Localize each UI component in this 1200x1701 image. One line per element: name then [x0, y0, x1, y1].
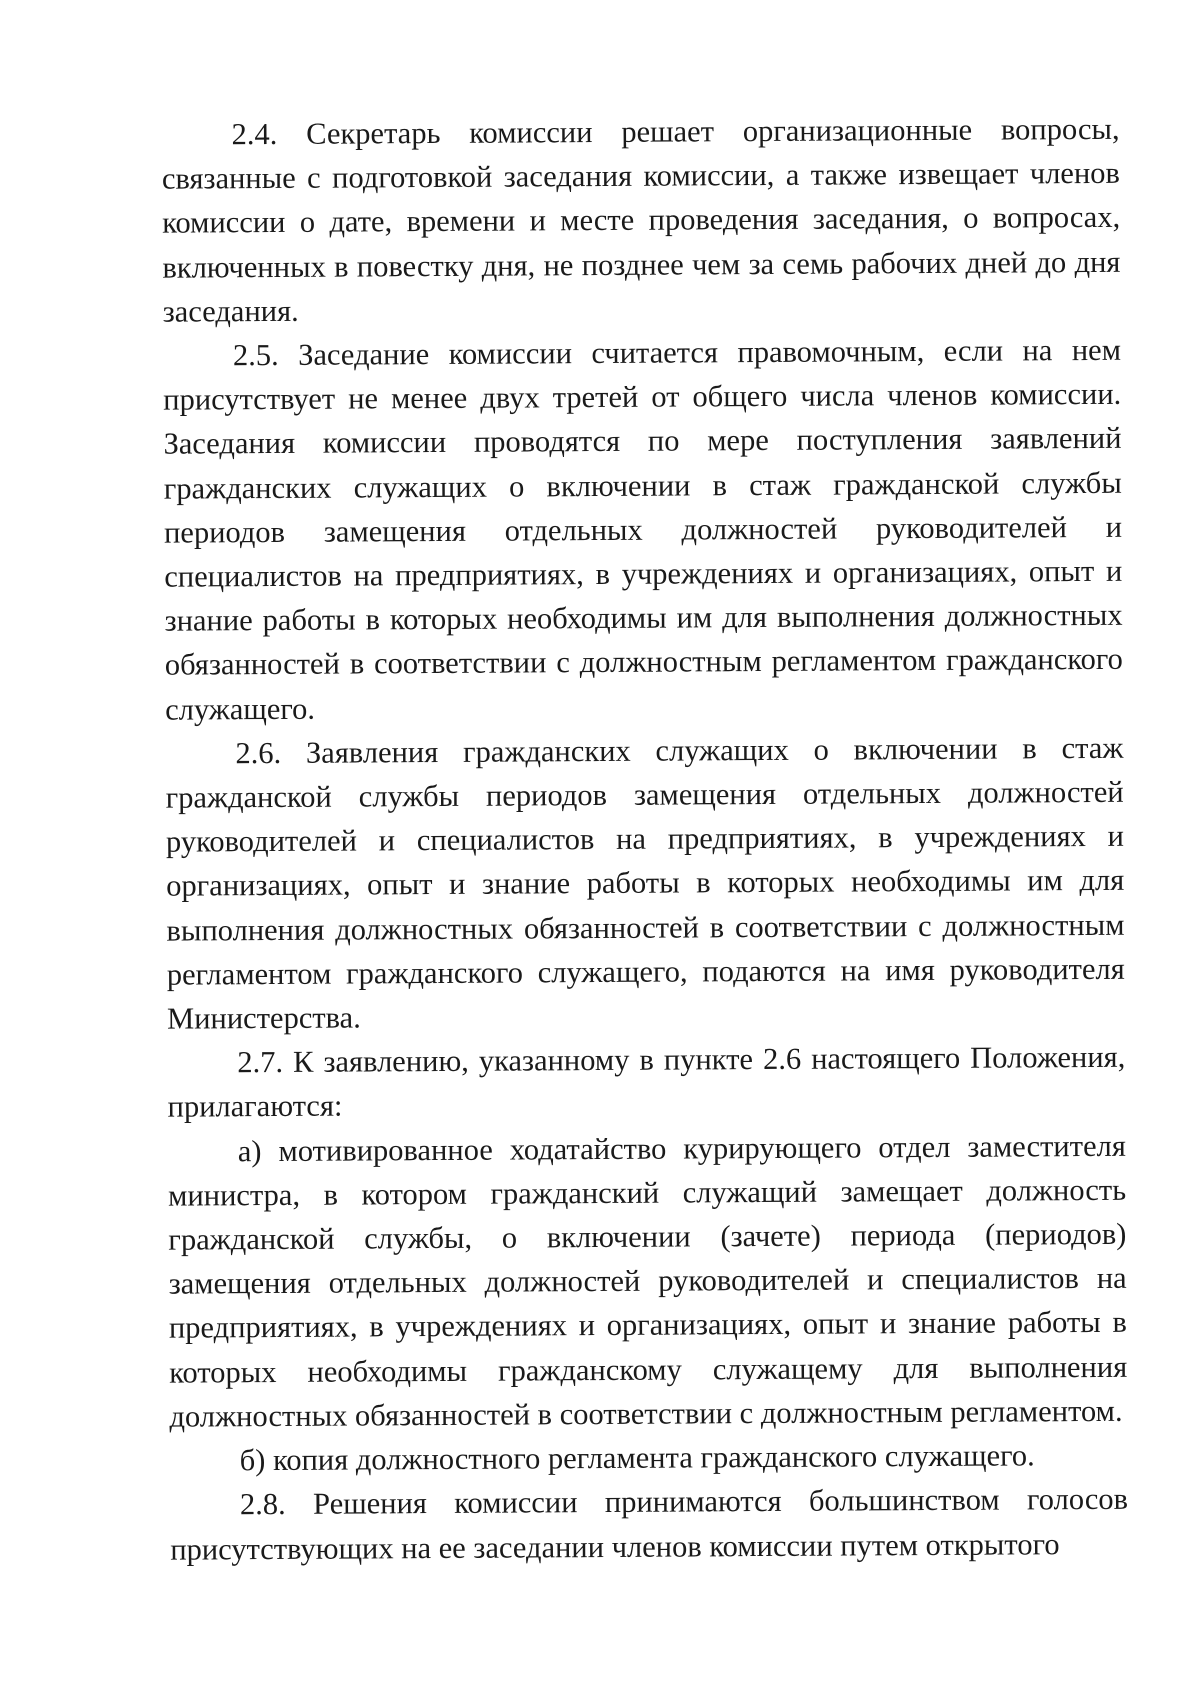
paragraph-2-8: 2.8. Решения комиссии принимаются большинством голосов присутствующих на ее заседании членов комиссии путем открытого	[170, 1482, 1129, 1567]
paragraph-2-5: 2.5. Заседание комиссии считается правомочным, если на нем присутствует не менее двух третей от общего числа членов комиссии. Заседания комиссии проводятся по мере поступления заявлений гражданских служащих о включении в стаж гражданской службы периодов замещения отдельных должностей руководителей и специалистов на предприятиях, в учреждениях и организациях, опыт и знание работы в которых необходимы им для выполнения должностных обязанностей в соответствии с должностным регламентом гражданского служащего.	[163, 332, 1123, 727]
paragraph-2-6: 2.6. Заявления гражданских служащих о включении в стаж гражданской службы периодов замещения отдельных должностей руководителей и специалистов на предприятиях, в учреждениях и организациях, опыт и знание работы в которых необходимы им для выполнения должностных обязанностей в соответствии с должностным регламентом гражданского служащего, подаются на имя руководителя Министерства.	[165, 730, 1125, 1036]
paragraph-2-7-b: б) копия должностного регламента гражданского служащего.	[239, 1438, 1035, 1478]
paragraph-2-7: 2.7. К заявлению, указанному в пункте 2.6 настоящего Положения, прилагаются:	[167, 1040, 1126, 1125]
paragraph-2-4: 2.4. Секретарь комиссии решает организационные вопросы, связанные с подготовкой заседания комиссии, а также извещает членов комиссии о дате, времени и месте проведения заседания, о вопросах, включенных в повестку дня, не позднее чем за семь рабочих дней до дня заседания.	[161, 111, 1121, 329]
paragraph-2-7-a: а) мотивированное ходатайство курирующего отдел заместителя министра, в котором гражданский служащий замещает должность гражданской службы, о включении (зачете) периода (периодов) замещения отдельных должностей руководителей и специалистов на предприятиях, в учреждениях и организациях, опыт и знание работы в которых необходимы гражданскому служащему для выполнения должностных обязанностей в соответствии с должностным регламентом.	[167, 1128, 1128, 1434]
